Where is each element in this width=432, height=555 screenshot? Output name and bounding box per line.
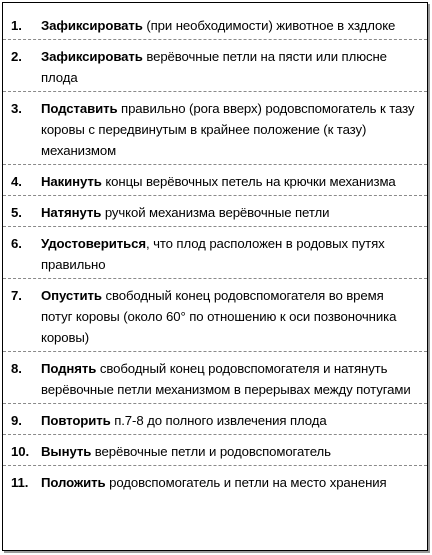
list-item [3,352,427,404]
step-number: 5. [11,205,22,220]
list-item [3,165,427,196]
list-item [3,196,427,227]
step-number: 10. [11,444,30,459]
step-text: , что плод расположен в родовых путях правильно [41,236,385,272]
step-text: верёвочные петли на пясти или плюсне плода [41,49,387,85]
step-text: п.7-8 до полного извлечения плода [110,413,327,428]
step-verb: Накинуть [41,174,102,189]
list-item [3,92,427,165]
step-verb: Опустить [41,288,102,303]
step-verb: Вынуть [41,444,92,459]
step-text: верёвочные петли и родовспомогатель [91,444,331,459]
list-item [3,227,427,279]
step-text: концы верёвочных петель на крючки механизма [101,174,396,189]
step-text: правильно (рога вверх) родовспомогатель к тазу коровы с передвинутым в крайнее положение (к тазу) механизмом [41,101,415,158]
step-verb: Зафиксировать [41,49,143,64]
step-number: 11. [11,475,29,490]
step-verb: Поднять [41,361,97,376]
step-verb: Удостовериться [41,236,146,251]
step-text: ручкой механизма верёвочные петли [101,205,330,220]
step-number: 7. [11,288,22,303]
list-item [3,9,427,40]
list-item [3,404,427,435]
step-verb: Положить [41,475,106,490]
list-item [3,466,427,496]
step-number: 1. [11,18,22,33]
step-text: (при необходимости) животное в хздлоке [142,18,396,33]
list-item [3,40,427,92]
step-text: свободный конец родовспомогателя во время потуг коровы (около 60° по отношению к оси позвоночника коровы) [41,288,397,345]
step-number: 6. [11,236,22,251]
step-number: 8. [11,361,22,376]
instruction-frame [2,2,428,551]
list-item [3,435,427,466]
step-number: 9. [11,413,22,428]
step-verb: Натянуть [41,205,102,220]
step-text: родовспомогатель и петли на место хранения [105,475,387,490]
step-number: 4. [11,174,22,189]
step-text: свободный конец родовспомогателя и натянуть верёвочные петли механизмом в перерывах между потугами [41,361,411,397]
step-number: 3. [11,101,22,116]
steps-list [3,3,427,496]
step-number: 2. [11,49,22,64]
step-verb: Зафиксировать [41,18,143,33]
list-item [3,279,427,352]
step-verb: Повторить [41,413,111,428]
step-verb: Подставить [41,101,118,116]
